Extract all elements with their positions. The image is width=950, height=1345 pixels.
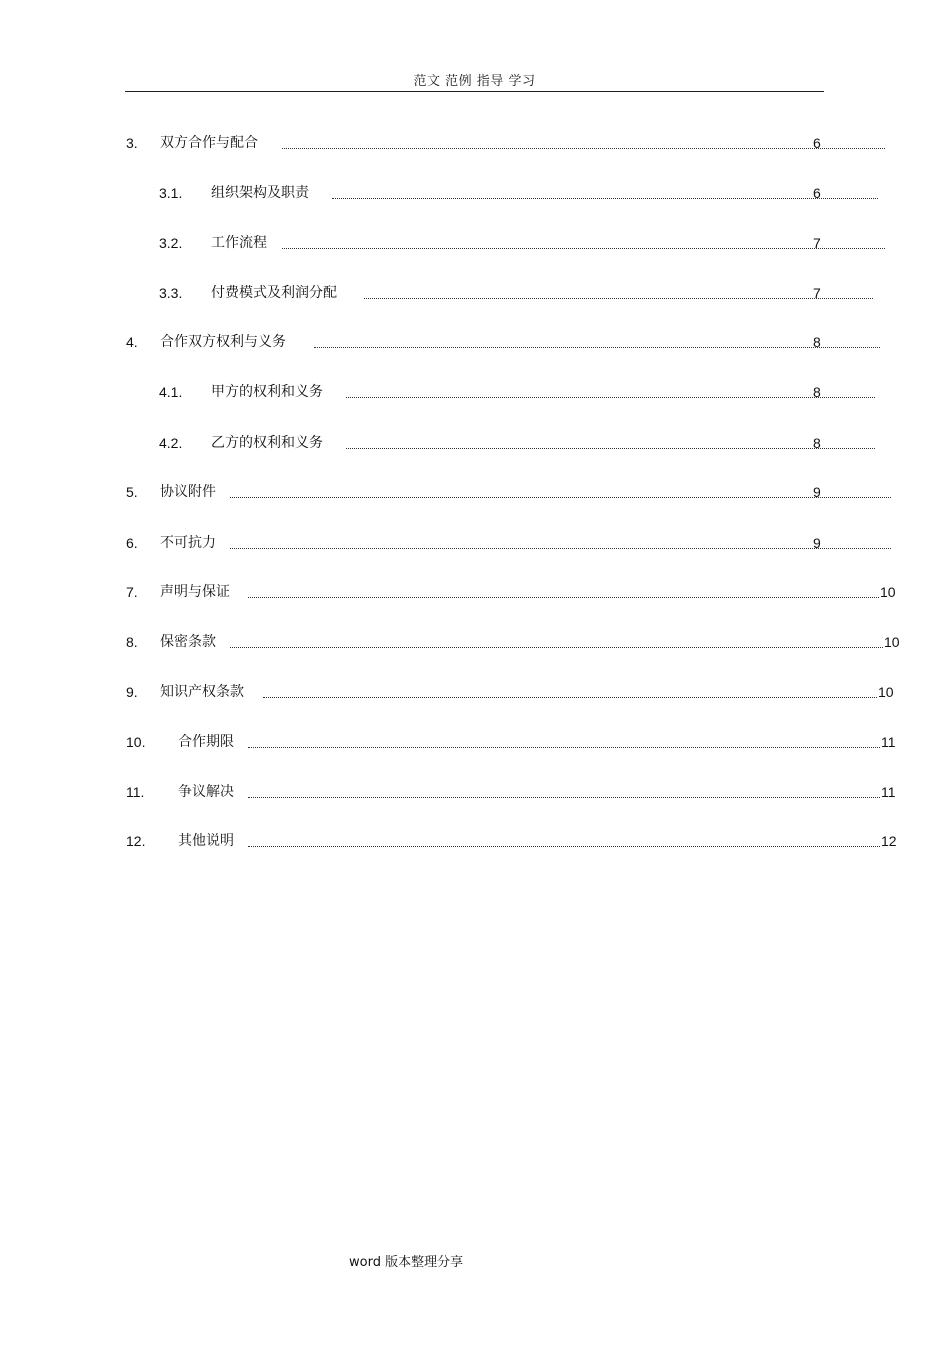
toc-entry-title: 保密条款 [160,634,216,650]
toc-entry[interactable] [0,632,950,652]
toc-entry[interactable] [0,233,950,253]
toc-entry[interactable] [0,183,950,203]
toc-entry-page: 7 [813,285,821,301]
toc-dot-leader [230,548,891,549]
toc-entry[interactable] [0,831,950,851]
toc-entry[interactable] [0,382,950,402]
toc-entry-number: 11. [126,784,145,800]
toc-entry[interactable] [0,582,950,602]
toc-entry[interactable] [0,332,950,352]
toc-entry-title: 双方合作与配合 [160,135,258,151]
toc-entry-number: 4. [126,334,138,350]
toc-dot-leader [248,597,879,598]
toc-dot-leader [248,846,880,847]
toc-entry-number: 7. [126,584,138,600]
toc-dot-leader [332,198,878,199]
toc-entry-page: 9 [813,535,821,551]
toc-entry-page: 10 [880,584,896,600]
toc-entry[interactable] [0,682,950,702]
toc-entry[interactable] [0,782,950,802]
toc-entry-number: 8. [126,634,138,650]
toc-dot-leader [230,497,891,498]
toc-dot-leader [263,697,877,698]
toc-entry-title: 知识产权条款 [160,684,244,700]
toc-entry-number: 12. [126,833,146,849]
toc-entry-number: 3.3. [159,285,183,301]
toc-entry-title: 合作双方权利与义务 [160,334,286,350]
toc-entry-page: 9 [813,484,821,500]
toc-entry-number: 3.2. [159,235,183,251]
toc-entry[interactable] [0,133,950,153]
toc-dot-leader [346,448,875,449]
toc-entry-title: 乙方的权利和义务 [211,435,323,451]
toc-entry-title: 争议解决 [178,784,234,800]
toc-entry-number: 4.1. [159,384,183,400]
toc-entry-number: 3.1. [159,185,183,201]
toc-entry-number: 6. [126,535,138,551]
toc-entry-title: 不可抗力 [160,535,216,551]
page-header: 范文 范例 指导 学习 [413,74,536,89]
toc-dot-leader [282,248,885,249]
toc-entry-title: 声明与保证 [160,584,230,600]
toc-entry-title: 协议附件 [160,484,216,500]
toc-entry[interactable] [0,283,950,303]
toc-dot-leader [282,148,885,149]
toc-entry-page: 12 [881,833,897,849]
toc-entry-number: 10. [126,734,146,750]
page-footer: word 版本整理分享 [349,1255,464,1270]
toc-entry-title: 组织架构及职责 [211,185,309,201]
toc-entry-title: 其他说明 [178,833,234,849]
toc-dot-leader [248,797,880,798]
toc-entry-number: 4.2. [159,435,183,451]
toc-entry[interactable] [0,732,950,752]
toc-entry-page: 11 [881,784,896,800]
toc-entry-page: 11 [881,734,896,750]
toc-entry-page: 10 [884,634,900,650]
toc-entry-page: 6 [813,185,821,201]
toc-entry[interactable] [0,533,950,553]
toc-dot-leader [230,647,883,648]
toc-dot-leader [364,298,873,299]
toc-dot-leader [314,347,880,348]
toc-entry-page: 6 [813,135,821,151]
toc-entry-title: 工作流程 [211,235,267,251]
toc-entry[interactable] [0,433,950,453]
toc-entry-page: 7 [813,235,821,251]
toc-entry-page: 8 [813,435,821,451]
toc-dot-leader [346,397,875,398]
toc-entry-page: 10 [878,684,894,700]
toc-entry-title: 合作期限 [178,734,234,750]
toc-entry-number: 9. [126,684,138,700]
toc-entry-title: 甲方的权利和义务 [211,384,323,400]
toc-entry-number: 5. [126,484,138,500]
toc-entry[interactable] [0,482,950,502]
toc-entry-page: 8 [813,384,821,400]
toc-entry-number: 3. [126,135,138,151]
toc-entry-page: 8 [813,334,821,350]
toc-entry-title: 付费模式及利润分配 [211,285,337,301]
toc-dot-leader [248,747,880,748]
